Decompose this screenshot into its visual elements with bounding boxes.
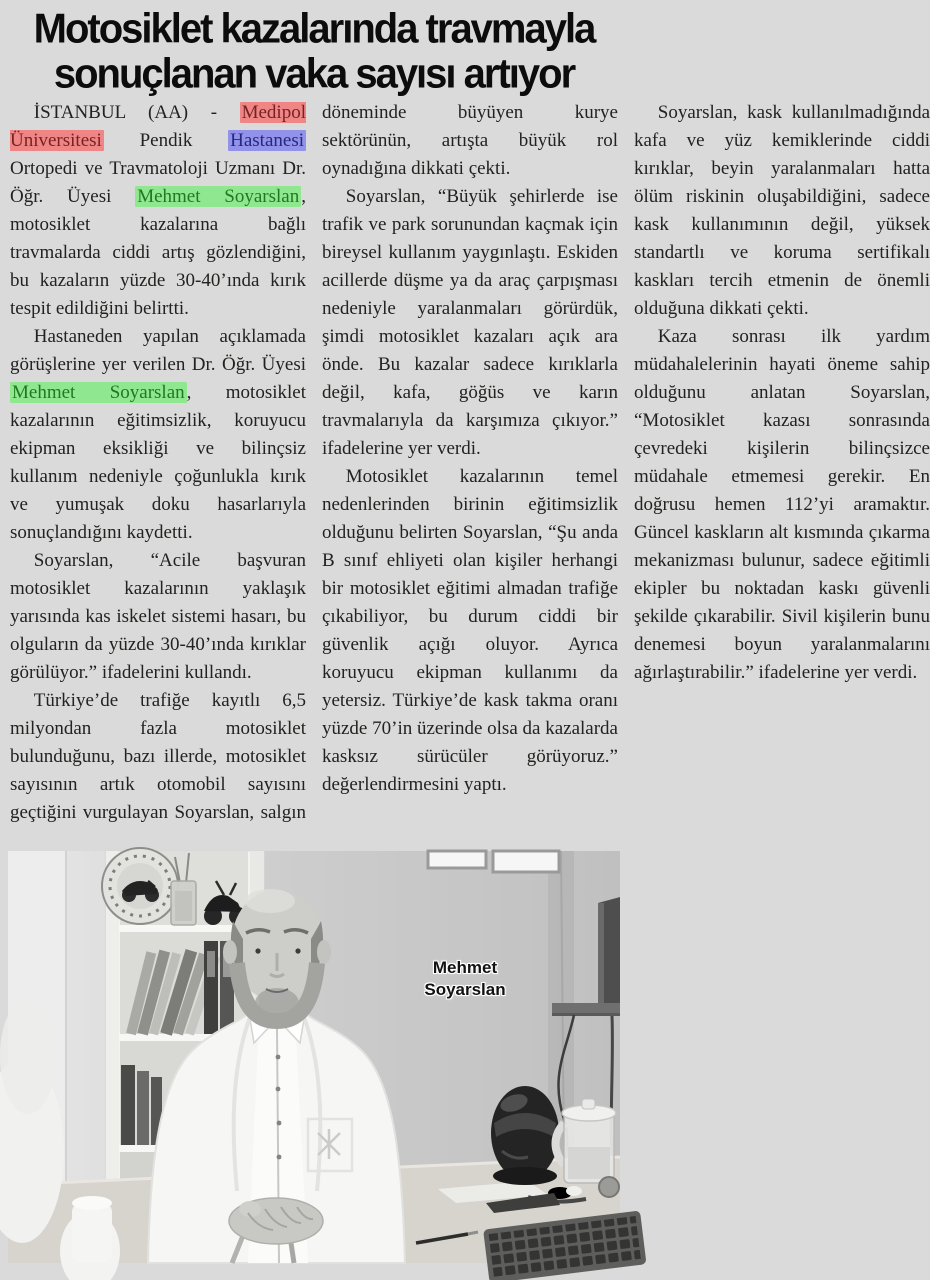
hands xyxy=(229,1198,323,1244)
article-paragraph: Kaza sonrası ilk yardım müdahalelerinin hayati öneme sahip olduğunu anlatan Soyarslan, “Motosiklet kazası sonrasında çevredeki kişilerin bilinçsizce müdahale etmemesi gerekir. En doğrusu hemen 112’yi aramaktır. Güncel kaskların alt kısmında çıkarma mekanizması bulunur, sadece eğitimli ekipler bu noktadan kaskı güvenli şekilde çıkarabilir. Sivil kişilerin bunu denemesi boyun yaralanmalarını ağırlaştırabilir.” ifadelerine yer verdi. xyxy=(634,326,930,684)
caption-line-2: Soyarslan xyxy=(424,980,506,1000)
picture-frames xyxy=(428,851,559,872)
article-paragraph: Soyarslan, “Acile başvuran motosiklet kazalarının yaklaşık yarısında kas iskelet sistemi hasarı, bu olguların da yüzde 30-40’ında kırıklar görülüyor.” ifadelerini kullandı. xyxy=(10,550,306,684)
water-jug xyxy=(556,1099,617,1183)
headline: Motosiklet kazalarında travmayla sonuçlanan vaka sayısı artıyor xyxy=(33,6,595,97)
monitor xyxy=(598,897,620,1011)
article-paragraph: İSTANBUL (AA) - Medipol Üniversitesi Pendik Hastanesi Ortopedi ve Travmatoloji Uzmanı Dr. Öğr. Üyesi Mehmet Soyarslan , motosiklet kazalarına bağlı travmalarda ciddi artış gözlendiğini, bu kazaların yüzde 30-40’ında kırık tespit edildiğini belirtti. xyxy=(10,102,306,320)
article-columns xyxy=(0,99,930,851)
photo-illustration xyxy=(8,851,620,1263)
highlight-green: Mehmet Soyarslan xyxy=(137,186,300,208)
highlight-red: Medipol Üniversitesi xyxy=(10,102,306,152)
article-paragraph: Motosiklet kazalarının temel nedenlerinden birinin eğitimsizlik olduğunu belirten Soyarslan, “Şu anda B sınıf ehliyeti olan kişiler herhangi bir motosiklet eğitimi almadan trafiğe çıkabiliyor, bu durum ciddi bir güvenlik açığı oluyor. Ayrıca koruyucu ekipman kullanımı da yetersiz. Türkiye’de kask takma oranı yüzde 70’in üzerinde olsa da kazalarda kasksız sürücüler görüyoruz.” değerlendirmesini yaptı. xyxy=(322,466,618,796)
article-paragraph: Soyarslan, kask kullanılmadığında kafa ve yüz kemiklerinde ciddi kırıklar, beyin yaralanmaları hatta ölüm riskinin oluşabildiğini, sadece kask kullanımının değil, yüksek standartlı ve koruma sertifikalı kaskları tercih etmenin de önemli olduğuna dikkati çekti. xyxy=(634,102,930,320)
highlight-green: Mehmet Soyarslan xyxy=(12,382,185,404)
helmet xyxy=(491,1086,559,1185)
caption-line-1: Mehmet xyxy=(432,958,498,978)
wall-bracket xyxy=(552,1003,620,1016)
article-paragraph: Soyarslan, “Büyük şehirlerde ise trafik ve park sorunundan kaçmak için bireysel kullanım yaygınlaştı. Eskiden acillerde düşme ya da araç çarpışması nedeniyle yaralanmaları görürdük, şimdi motosiklet kazaları açık ara önde. Bu kazalar sadece kırıklarla değil, kafa, göğüs ve karın travmalarıyla da karşımıza çıkıyor.” ifadelerine yer verdi. xyxy=(322,186,618,460)
article-paragraph: Hastaneden yapılan açıklamada görüşlerine yer verilen Dr. Öğr. Üyesi Mehmet Soyarslan , motosiklet kazalarının eğitimsizlik, koruyucu ekipman eksikliği ve bilinçsiz kullanım nedeniyle çoğunlukla kırık ve yumuşak doku hasarlarıyla sonuçlandığını kaydetti. xyxy=(10,326,306,544)
article-paragraph: Türkiye’de trafiğe kayıtlı 6,5 milyondan fazla motosiklet bulunduğunu, bazı illerde, motosiklet sayısının artık otomobil sayısını geçtiğini vurgulayan Soyarslan, salgın döneminde büyüyen kurye sektörünün, artışta büyük rol oynadığına dikkati çekti. xyxy=(10,102,618,824)
decorative-plate xyxy=(102,848,178,924)
highlight-blue: Hastanesi xyxy=(230,130,304,152)
photo xyxy=(8,851,620,1263)
photo-caption xyxy=(398,957,532,1001)
